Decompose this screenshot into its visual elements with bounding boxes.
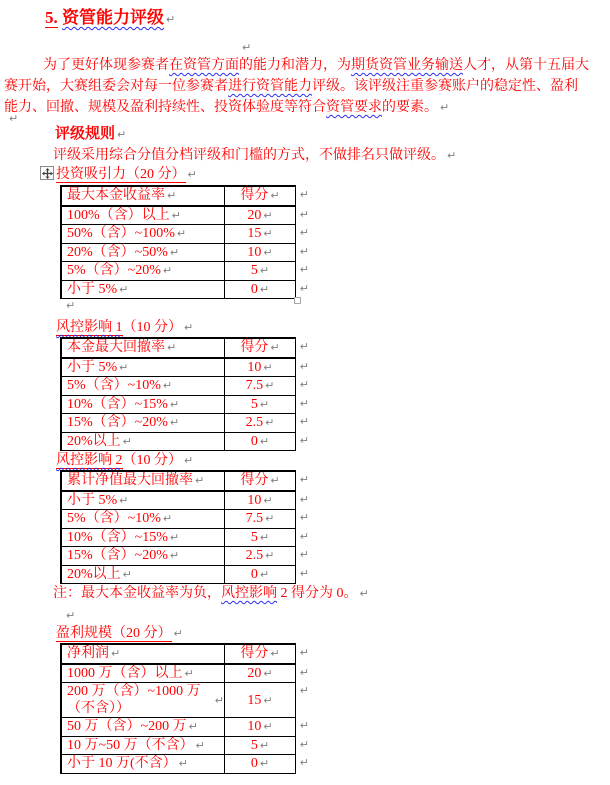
text-segment: （10 分）: [122, 320, 182, 335]
move-arrows-icon: [42, 168, 53, 179]
note-line: [53, 585, 369, 602]
cell-text: 20%（含）~50%: [67, 244, 168, 260]
text-segment: 人才，从第十五届大: [463, 58, 589, 73]
row-end-mark: ↵: [299, 433, 309, 447]
criteria-header-cell: [62, 187, 225, 205]
paragraph-mark: ↵: [9, 112, 19, 125]
criteria-header-cell: [62, 645, 225, 663]
score-cell: [225, 755, 295, 773]
paragraph-mark: ↵: [178, 757, 188, 771]
section-heading-risk-control-1: [56, 319, 193, 336]
page-title: [45, 9, 175, 28]
paragraph-mark: ↵: [259, 757, 270, 771]
cell-text: 5: [250, 396, 258, 412]
paragraph-mark: ↵: [263, 245, 273, 259]
criteria-cell: [62, 281, 225, 299]
paragraph-mark: ↵: [122, 567, 132, 581]
cell-text: 10%（含）~15%: [67, 396, 168, 412]
table-row: [62, 755, 309, 773]
row-end-mark: ↵: [299, 511, 309, 524]
table-row: [62, 718, 309, 737]
paragraph-mark: ↵: [166, 13, 176, 26]
paragraph-mark: ↵: [259, 282, 270, 296]
score-cell: [225, 281, 295, 299]
row-end-mark: ↵: [299, 359, 309, 373]
paragraph-mark: ↵: [66, 609, 76, 622]
cell-text: 得分: [240, 340, 269, 356]
text-segment: 资管能力评级: [62, 8, 164, 27]
paragraph-mark: ↵: [169, 397, 180, 411]
text-segment: 评级。该评级注重参赛账户的稳定性、盈利: [312, 79, 578, 94]
text-segment: 的要素。: [382, 100, 438, 115]
score-cell: [225, 737, 295, 755]
row-end-mark: ↵: [299, 529, 309, 543]
cell-text: 15: [247, 226, 262, 242]
cell-text: 15: [247, 692, 262, 708]
text-segment: 进行资管能力: [228, 79, 312, 94]
table-row: [62, 510, 309, 529]
score-cell: [225, 359, 295, 377]
criteria-cell: [62, 566, 225, 584]
score-header-cell: [225, 472, 295, 490]
text-segment: 5.: [45, 8, 58, 27]
table-resize-handle[interactable]: [294, 297, 301, 304]
cell-text: 0: [250, 433, 258, 449]
row-end-mark: ↵: [299, 244, 309, 258]
cell-text: 最大本金收益率: [67, 188, 165, 204]
table-header-row: [62, 187, 309, 207]
criteria-cell: [62, 510, 225, 528]
text-segment: 期货资管业务输送: [351, 58, 463, 73]
criteria-cell: [62, 492, 225, 510]
paragraph-mark: ↵: [359, 587, 369, 600]
table-row: [62, 377, 309, 396]
rules-heading: [55, 126, 126, 143]
paragraph-mark: ↵: [171, 208, 181, 222]
text-segment: 赛开始，大赛组委会对每一位参赛者: [4, 79, 228, 94]
row-end-mark: ↵: [299, 226, 309, 239]
paragraph-mark: ↵: [167, 341, 177, 355]
table-header-row: [62, 645, 309, 665]
table-row: [62, 665, 309, 684]
row-end-mark: ↵: [299, 684, 309, 697]
cell-text: 2.5: [245, 415, 264, 431]
criteria-cell: [62, 683, 225, 717]
cell-text: 2.5: [245, 548, 264, 564]
score-header-cell: [225, 187, 295, 205]
score-cell: [225, 492, 295, 510]
cell-text: 20: [247, 665, 262, 681]
paragraph-mark: ↵: [270, 647, 280, 661]
section-heading-risk-control-2: [56, 452, 193, 469]
score-cell: [225, 665, 295, 683]
cell-text: 得分: [240, 473, 269, 489]
intro-paragraph-line-3: [4, 97, 449, 118]
row-end-mark: ↵: [299, 665, 309, 679]
paragraph-mark: ↵: [263, 720, 273, 734]
text-segment: 盈利规模（20 分）: [56, 626, 172, 641]
paragraph-mark: ↵: [169, 530, 180, 544]
criteria-cell: [62, 665, 225, 683]
paragraph-mark: ↵: [270, 474, 280, 488]
paragraph-mark: ↵: [265, 549, 275, 563]
cell-text: 100%（含）以上: [67, 207, 170, 223]
paragraph-mark: ↵: [440, 101, 450, 114]
paragraph-mark: ↵: [259, 567, 270, 581]
cell-text: 小于 5%: [67, 492, 118, 508]
cell-text: 5%（含）~10%: [67, 378, 161, 394]
paragraph-mark: ↵: [119, 493, 129, 507]
table-row: [62, 262, 309, 281]
cell-text: 5%（含）~10%: [67, 511, 161, 527]
paragraph-mark: ↵: [242, 41, 252, 54]
score-cell: [225, 510, 295, 528]
paragraph-mark: ↵: [162, 512, 173, 526]
row-end-mark: ↵: [299, 719, 309, 732]
criteria-cell: [62, 414, 225, 432]
paragraph-mark: ↵: [184, 666, 194, 680]
rules-text: [53, 147, 456, 164]
paragraph-mark: ↵: [187, 168, 197, 181]
paragraph-mark: ↵: [263, 493, 273, 507]
table-row: [62, 547, 309, 566]
paragraph-mark: ↵: [447, 149, 457, 162]
paragraph-mark: ↵: [270, 189, 280, 203]
table-row: [62, 244, 309, 263]
cell-text: 得分: [240, 188, 269, 204]
criteria-cell: [62, 377, 225, 395]
paragraph-mark: ↵: [122, 434, 132, 448]
criteria-cell: [62, 718, 225, 736]
cell-text: 200 万（含）~1000 万（不含））: [67, 684, 201, 716]
criteria-cell: [62, 262, 225, 280]
row-end-mark: ↵: [299, 646, 309, 659]
cell-text: 15%（含）~20%: [67, 548, 168, 564]
cell-text: 50 万（含）~200 万: [67, 719, 187, 735]
paragraph-mark: ↵: [214, 693, 224, 707]
paragraph-mark: ↵: [184, 321, 194, 334]
row-end-mark: ↵: [299, 566, 309, 580]
section-heading-investment-appeal: [56, 166, 197, 183]
cell-text: 10: [247, 719, 262, 735]
paragraph-mark: ↵: [259, 434, 270, 448]
score-table-risk-control-2: [60, 470, 309, 584]
cell-text: 10%（含）~15%: [67, 529, 168, 545]
criteria-header-cell: [62, 472, 225, 490]
paragraph-mark: ↵: [169, 549, 180, 563]
score-table-investment-appeal: [60, 185, 309, 299]
table-row: [62, 281, 309, 299]
criteria-cell: [62, 396, 225, 414]
rules-heading-text: 评级规则: [55, 126, 116, 142]
paragraph-mark: ↵: [263, 693, 273, 707]
paragraph-mark: ↵: [184, 454, 194, 467]
row-end-mark: ↵: [299, 263, 309, 276]
criteria-cell: [62, 225, 225, 243]
text-segment: 为了更好体现参赛者: [43, 58, 169, 73]
cell-text: 10: [247, 244, 262, 260]
cell-text: 20%以上: [67, 566, 121, 582]
cell-text: 7.5: [245, 378, 264, 394]
score-cell: [225, 529, 295, 547]
row-end-mark: ↵: [299, 415, 309, 428]
row-end-mark: ↵: [299, 207, 309, 221]
cell-text: 0: [250, 566, 258, 582]
cell-text: 小于 5%: [67, 281, 118, 297]
row-end-mark: ↵: [299, 548, 309, 561]
paragraph-mark: ↵: [265, 512, 275, 526]
table-row: [62, 433, 309, 451]
paragraph-mark: ↵: [162, 379, 173, 393]
table-row: [62, 225, 309, 244]
paragraph-mark: ↵: [263, 208, 273, 222]
score-cell: [225, 207, 295, 225]
row-end-mark: ↵: [299, 492, 309, 506]
cell-text: 本金最大回撤率: [67, 340, 165, 356]
cell-text: 5%（含）~20%: [67, 263, 161, 279]
paragraph-mark: ↵: [167, 189, 177, 203]
row-end-mark: ↵: [299, 378, 309, 391]
cell-text: 0: [250, 281, 258, 297]
row-end-mark: ↵: [299, 281, 309, 295]
paragraph-mark: ↵: [169, 245, 180, 259]
row-end-mark: ↵: [299, 188, 309, 201]
score-cell: [225, 683, 295, 717]
paragraph-mark: ↵: [169, 416, 180, 430]
paragraph-mark: ↵: [176, 227, 187, 241]
table-row: [62, 737, 309, 756]
cell-text: 小于 10 万(不含）: [67, 756, 177, 772]
text-segment: （10 分）: [122, 453, 182, 468]
paragraph-mark: ↵: [119, 360, 129, 374]
table-row: [62, 359, 309, 378]
table-row: [62, 414, 309, 433]
cell-text: 累计净值最大回撤率: [67, 473, 193, 489]
text-segment: 注：最大本金收益率为负，: [53, 586, 221, 601]
cell-text: 得分: [240, 646, 269, 662]
cell-text: 7.5: [245, 511, 264, 527]
row-end-mark: ↵: [299, 396, 309, 410]
cell-text: 0: [250, 756, 258, 772]
score-table-risk-control-1: [60, 337, 309, 451]
table-row: [62, 492, 309, 511]
score-table-profit-scale: [60, 643, 309, 774]
paragraph-mark: ↵: [259, 738, 270, 752]
score-cell: [225, 547, 295, 565]
table-header-row: [62, 339, 309, 359]
cell-text: 10: [247, 359, 262, 375]
paragraph-mark: ↵: [265, 379, 275, 393]
rules-text-content: 评级采用综合分值分档评级和门槛的方式，不做排名只做评级。: [53, 148, 445, 163]
score-cell: [225, 377, 295, 395]
paragraph-mark: ↵: [265, 416, 275, 430]
text-segment: 2 得分为 0。: [277, 586, 358, 601]
text-segment: 在资管方面: [169, 58, 239, 73]
intro-paragraph-line-2: [4, 76, 578, 97]
intro-paragraph-line-1: [43, 55, 589, 76]
score-cell: [225, 414, 295, 432]
paragraph-mark: ↵: [111, 647, 121, 661]
score-cell: [225, 433, 295, 451]
cell-text: 10: [247, 492, 262, 508]
text-segment: 风控影响: [221, 586, 277, 601]
score-cell: [225, 225, 295, 243]
paragraph-mark: ↵: [162, 264, 173, 278]
score-cell: [225, 244, 295, 262]
criteria-cell: [62, 207, 225, 225]
row-end-mark: ↵: [299, 756, 309, 769]
row-end-mark: ↵: [299, 737, 309, 751]
table-row: [62, 683, 309, 718]
paragraph-mark: ↵: [195, 474, 205, 488]
score-cell: [225, 566, 295, 584]
cell-text: 20%以上: [67, 433, 121, 449]
text-segment: 资管要求: [326, 100, 382, 115]
criteria-cell: [62, 359, 225, 377]
text-segment: 风控影响 2: [56, 453, 123, 468]
cell-text: 10 万~50 万（不含）: [67, 737, 194, 753]
text-segment: 的能力和潜力，为: [239, 58, 351, 73]
paragraph-mark: ↵: [173, 627, 183, 640]
criteria-header-cell: [62, 339, 225, 357]
cell-text: 5: [250, 263, 258, 279]
paragraph-mark: ↵: [117, 128, 127, 141]
section-heading-profit-scale: [56, 625, 183, 642]
cell-text: 小于 5%: [67, 359, 118, 375]
score-cell: [225, 718, 295, 736]
table-row: [62, 396, 309, 415]
paragraph-mark: ↵: [259, 397, 270, 411]
text-segment: 能力、回撤、规模及盈利持续性、投资体验度等符合: [4, 100, 326, 115]
paragraph-mark: ↵: [66, 299, 76, 312]
paragraph-mark: ↵: [263, 360, 273, 374]
score-header-cell: [225, 339, 295, 357]
paragraph-mark: ↵: [119, 282, 129, 296]
paragraph-mark: ↵: [188, 720, 198, 734]
paragraph-mark: ↵: [263, 227, 273, 241]
row-end-mark: ↵: [299, 473, 309, 486]
criteria-cell: [62, 529, 225, 547]
criteria-cell: [62, 433, 225, 451]
score-header-cell: [225, 645, 295, 663]
cell-text: 5: [250, 529, 258, 545]
row-end-mark: ↵: [299, 340, 309, 353]
paragraph-mark: ↵: [195, 738, 205, 752]
paragraph-mark: ↵: [259, 264, 270, 278]
table-row: [62, 207, 309, 226]
text-segment: 风控影响 1: [56, 320, 123, 335]
criteria-cell: [62, 244, 225, 262]
text-segment: 投资吸引力（20 分）: [56, 167, 186, 182]
paragraph-mark: ↵: [263, 666, 273, 680]
table-row: [62, 529, 309, 548]
cell-text: 20: [247, 207, 262, 223]
cell-text: 5: [250, 737, 258, 753]
table-row: [62, 566, 309, 584]
cell-text: 净利润: [67, 646, 109, 662]
criteria-cell: [62, 547, 225, 565]
score-cell: [225, 396, 295, 414]
criteria-cell: [62, 737, 225, 755]
paragraph-mark: ↵: [270, 341, 280, 355]
paragraph-mark: ↵: [259, 530, 270, 544]
criteria-cell: [62, 755, 225, 773]
table-header-row: [62, 472, 309, 492]
cell-text: 50%（含）~100%: [67, 226, 175, 242]
cell-text: 15%（含）~20%: [67, 415, 168, 431]
table-move-handle[interactable]: [40, 166, 54, 180]
cell-text: 1000 万（含）以上: [67, 665, 183, 681]
score-cell: [225, 262, 295, 280]
